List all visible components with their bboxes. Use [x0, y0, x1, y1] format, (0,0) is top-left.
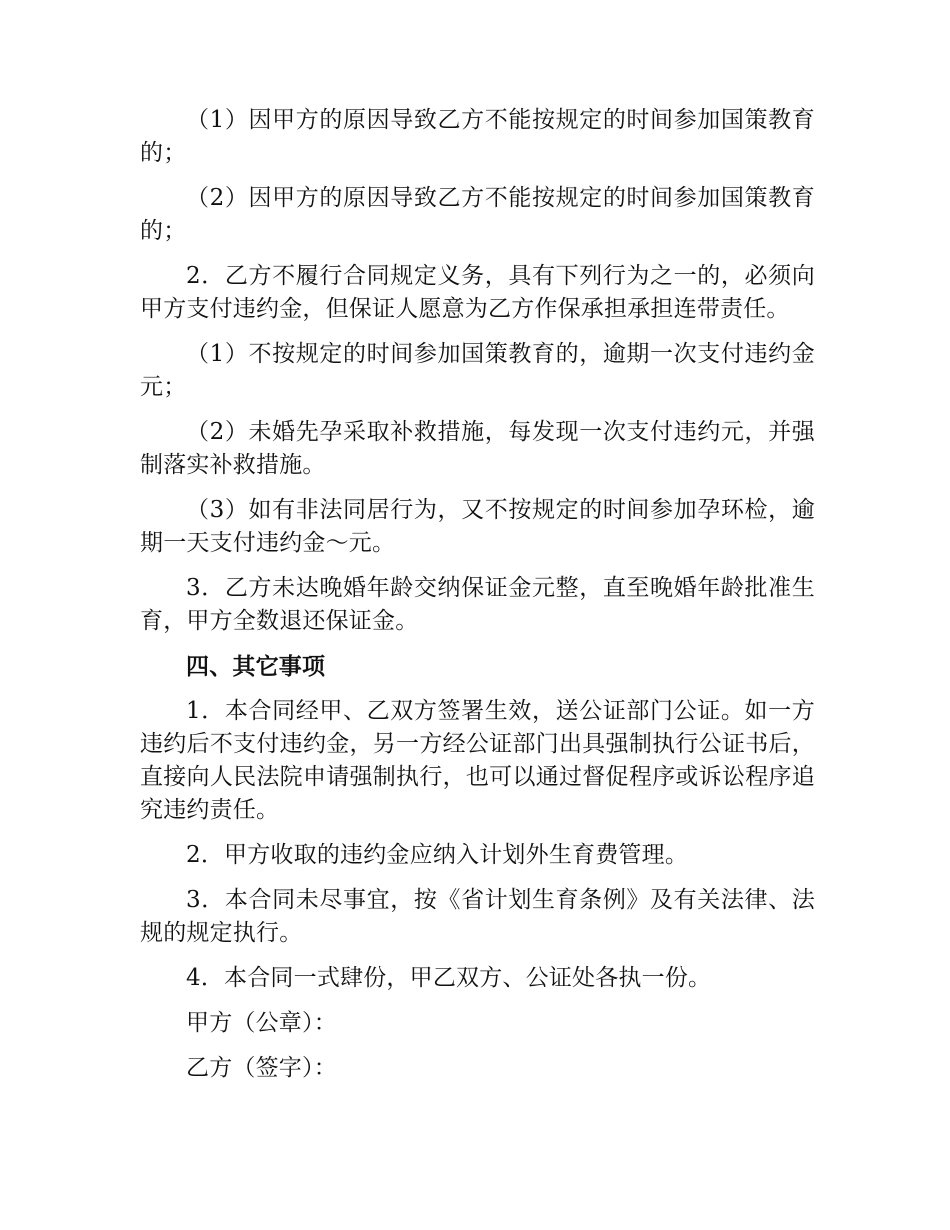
signature-line-party-b: 乙方（签字）： [186, 1055, 337, 1081]
clause-paragraph: （1）因甲方的原因导致乙方不能按规定的时间参加国策教育的； [140, 107, 815, 166]
clause-paragraph: 3．乙方未达晚婚年龄交纳保证金元整，直至晚婚年龄批准生育，甲方全数退还保证金。 [140, 575, 815, 634]
signature-line-party-a: 甲方（公章）： [186, 1010, 337, 1036]
clause-paragraph: 1．本合同经甲、乙双方签署生效，送公证部门公证。如一方违约后不支付违约金，另一方经公证部门出具强制执行公证书后，直接向人民法院申请强制执行，也可以通过督促程序或诉讼程序追究违约责任。 [140, 698, 815, 823]
section-heading: 四、其它事项 [186, 653, 326, 680]
clause-paragraph: （1）不按规定的时间参加国策教育的，逾期一次支付违约金元； [140, 341, 815, 400]
clause-paragraph: 4．本合同一式肆份，甲乙双方、公证处各执一份。 [186, 965, 712, 991]
clause-paragraph: （3）如有非法同居行为，又不按规定的时间参加孕环检，逾期一天支付违约金～元。 [140, 497, 815, 556]
document-page [140, 104, 815, 1085]
clause-paragraph: 3．本合同未尽事宜，按《省计划生育条例》及有关法律、法规的规定执行。 [140, 887, 815, 946]
clause-paragraph: 2．甲方收取的违约金应纳入计划外生育费管理。 [186, 842, 689, 868]
clause-paragraph: （2）未婚先孕采取补救措施，每发现一次支付违约元，并强制落实补救措施。 [140, 419, 815, 478]
clause-paragraph: 2．乙方不履行合同规定义务，具有下列行为之一的，必须向甲方支付违约金，但保证人愿意为乙方作保承担承担连带责任。 [140, 263, 815, 322]
clause-paragraph: （2）因甲方的原因导致乙方不能按规定的时间参加国策教育的； [140, 185, 815, 244]
